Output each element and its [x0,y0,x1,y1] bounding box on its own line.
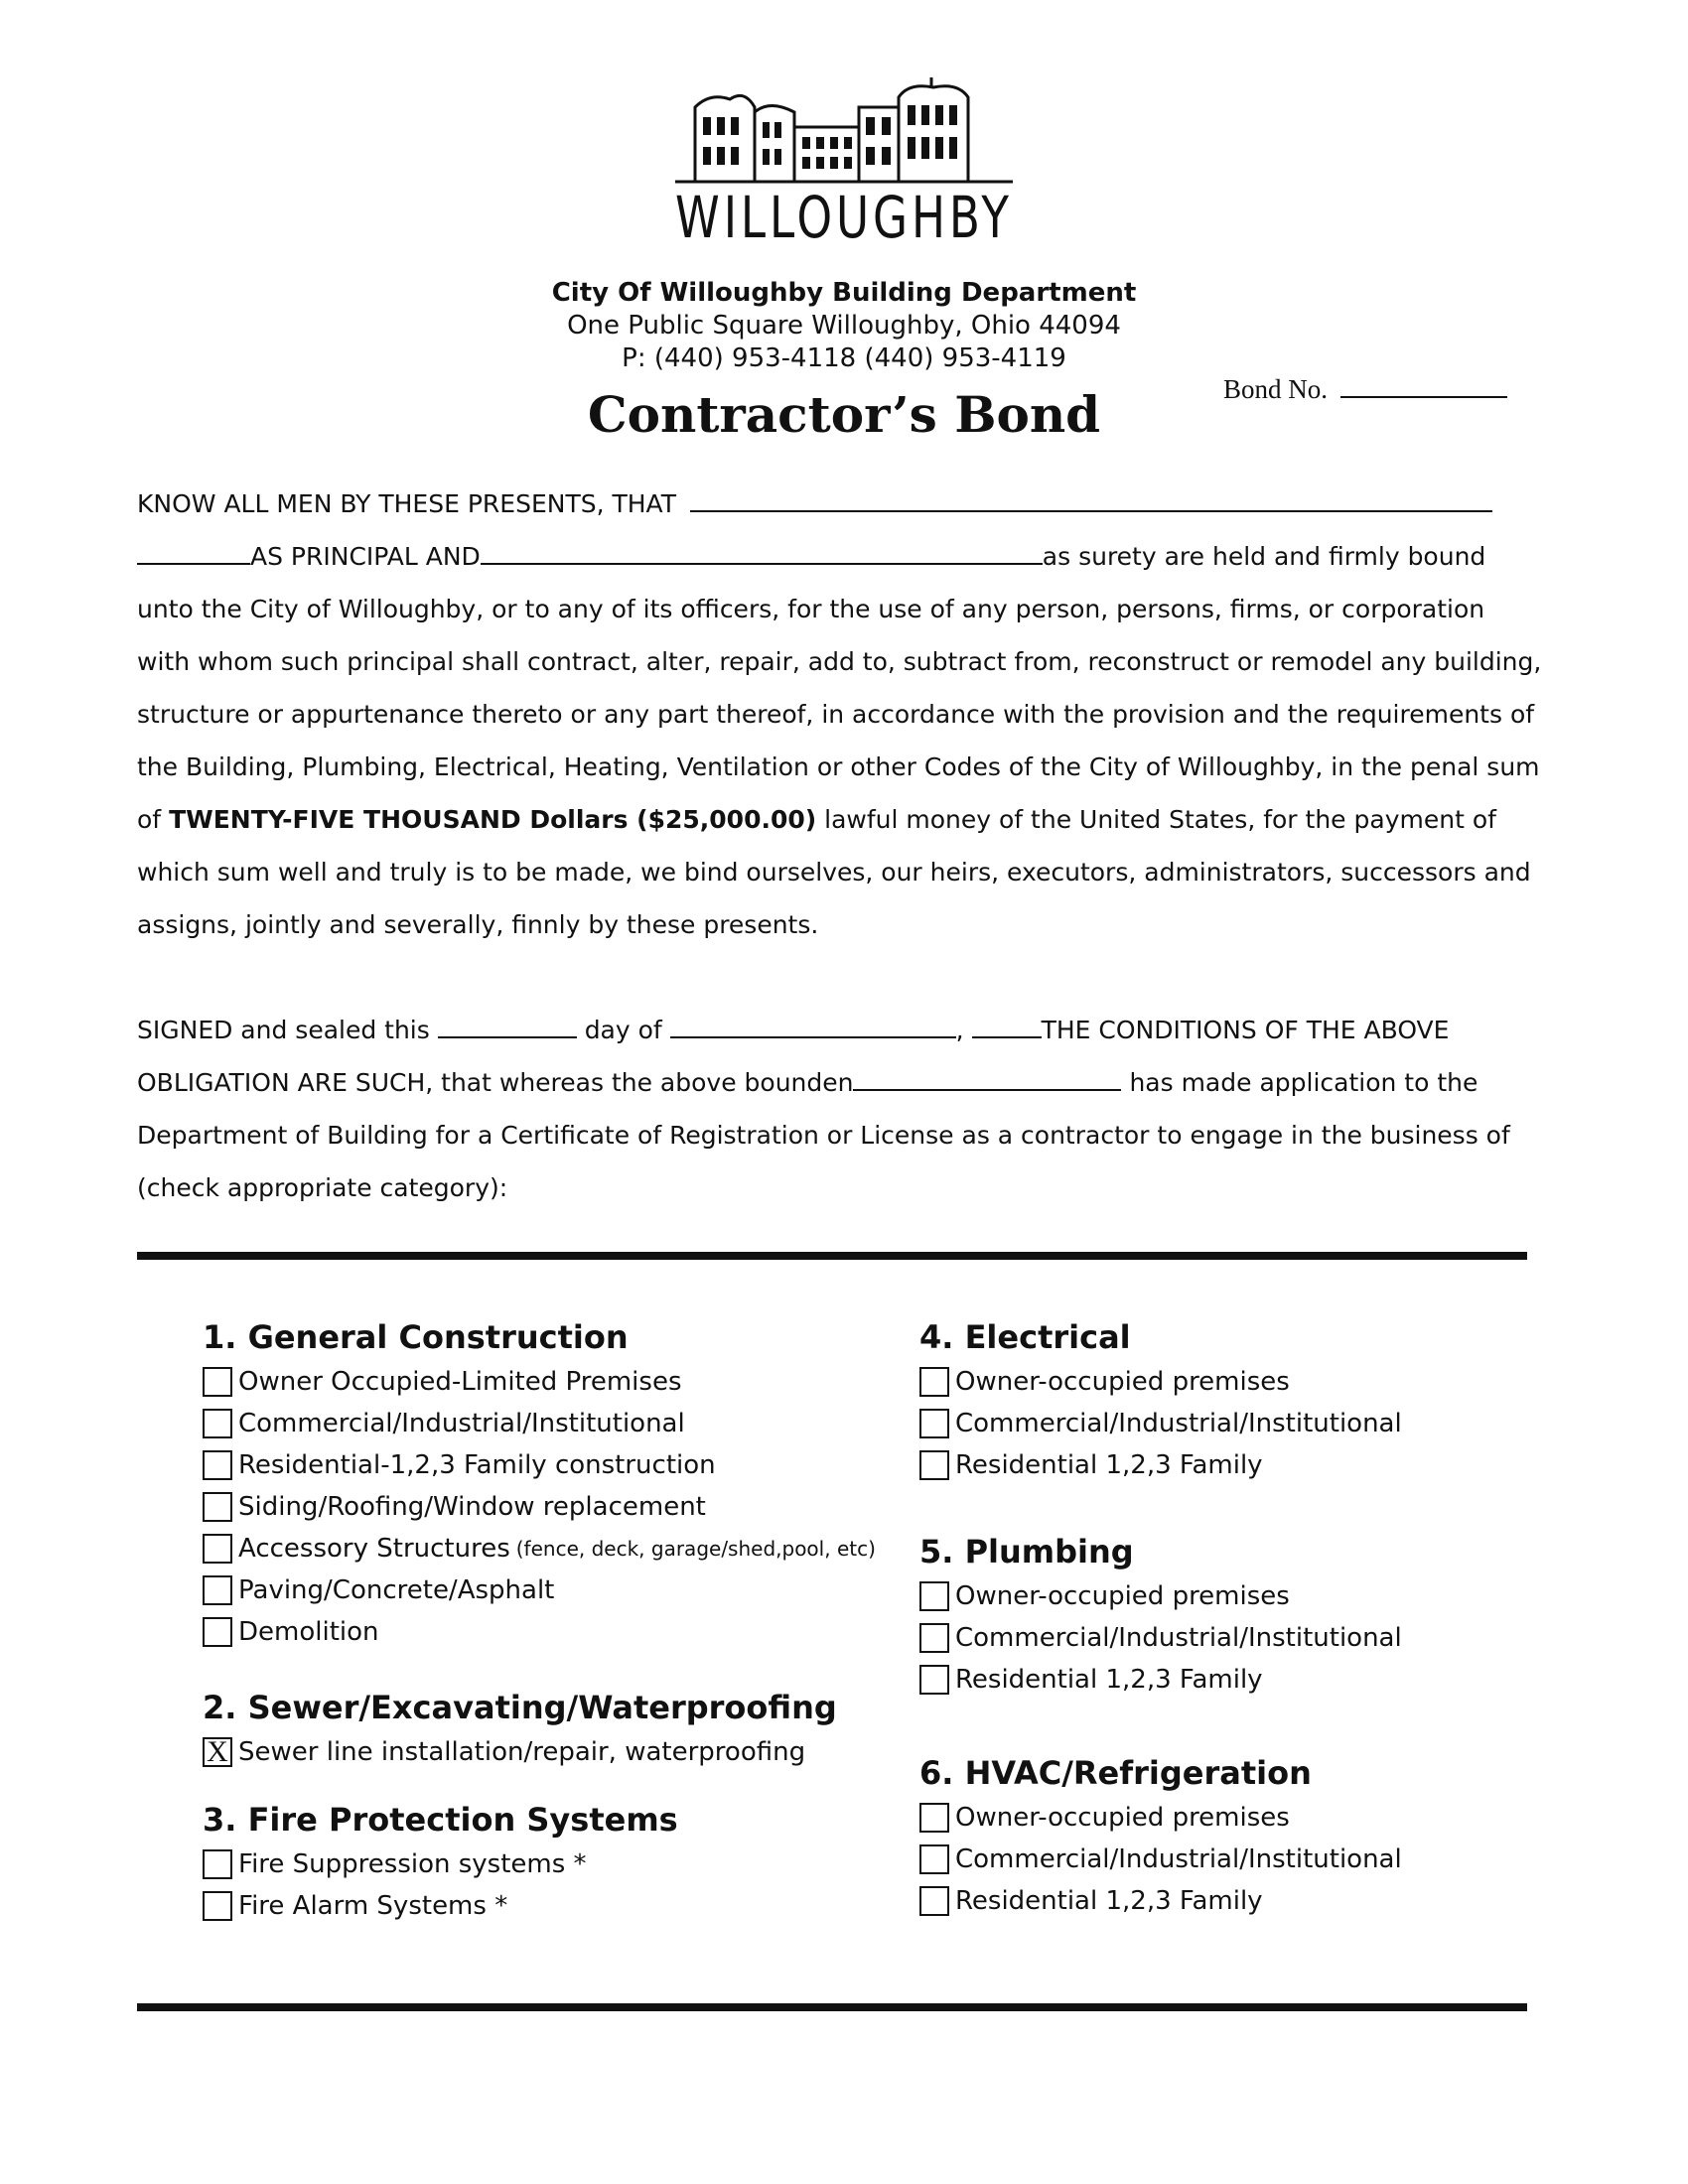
checkbox-option[interactable] [919,1450,1402,1480]
bond-number-field[interactable] [1340,396,1507,398]
checklist [203,1367,876,1647]
checkbox[interactable] [203,1534,232,1564]
checkbox-label: Demolition [238,1617,379,1647]
checkbox[interactable] [919,1623,949,1653]
checkbox-option[interactable] [203,1409,876,1438]
category-heading: 2. Sewer/Excavating/Waterproofing [203,1689,837,1726]
text: , [955,1016,964,1044]
checklist [919,1581,1402,1695]
text: (check appropriate category): [137,1173,508,1202]
text: which sum well and truly is to be made, we bind ourselves, our heirs, executors, administrators, successors and [137,858,1531,887]
principal-surety-line [137,544,1485,569]
checkbox[interactable] [919,1844,949,1874]
checkbox-label: Sewer line installation/repair, waterproofing [238,1737,806,1767]
checkbox-label: Commercial/Industrial/Institutional [955,1844,1402,1874]
checkbox-option[interactable] [203,1849,678,1879]
text: KNOW ALL MEN BY THESE PRESENTS, THAT [137,489,676,518]
brand-wordmark: WILLOUGHBY [675,184,1013,251]
obligation-line [137,1070,1477,1095]
checkbox-label: Paving/Concrete/Asphalt [238,1575,555,1605]
text: AS PRINCIPAL AND [250,542,481,571]
checkbox[interactable] [203,1849,232,1879]
bond-amount: TWENTY-FIVE THOUSAND Dollars ($25,000.00) [169,805,817,834]
checkbox-label: Owner-occupied premises [955,1581,1290,1611]
signed-day-field[interactable] [438,1036,577,1038]
checkbox-label: Siding/Roofing/Window replacement [238,1492,706,1522]
text: THE CONDITIONS OF THE ABOVE [1041,1016,1450,1044]
checkbox[interactable] [919,1803,949,1833]
checkbox-option[interactable] [919,1409,1402,1438]
department-name: City Of Willoughby Building Department [551,278,1137,308]
category-plumbing [919,1533,1402,1695]
checkbox[interactable] [203,1891,232,1921]
department-phone: P: (440) 953-4118 (440) 953-4119 [622,343,1066,373]
text: as surety are held and firmly bound [1042,542,1486,571]
checkbox-label: Fire Alarm Systems * [238,1891,508,1921]
checklist [919,1367,1402,1480]
category-hvac [919,1754,1402,1916]
paragraph-line [137,597,1521,621]
checkbox-option[interactable] [203,1575,876,1605]
checkbox-label: Accessory Structures [238,1534,510,1564]
checkbox-option[interactable] [203,1534,876,1564]
checklist [203,1849,678,1921]
checkbox-option[interactable] [203,1617,876,1647]
checkbox-label: Commercial/Industrial/Institutional [955,1409,1402,1438]
text: OBLIGATION ARE SUCH, that whereas the above bounden [137,1068,854,1097]
checkbox-note: (fence, deck, garage/shed,pool, etc) [515,1537,876,1561]
text: Department of Building for a Certificate of Registration or License as a contractor to engage in the business of [137,1121,1510,1150]
bond-number [1223,374,1507,405]
checkbox-option[interactable] [919,1803,1402,1833]
text: unto the City of Willoughby, or to any of its officers, for the use of any person, persons, firms, or corporation [137,595,1485,623]
checkbox-option[interactable] [919,1581,1402,1611]
checkbox-label: Residential-1,2,3 Family construction [238,1450,716,1480]
checkbox-label: Owner-occupied premises [955,1367,1290,1397]
checkbox[interactable] [919,1886,949,1916]
paragraph-line [137,752,1540,781]
department-address: One Public Square Willoughby, Ohio 44094 [567,311,1121,341]
checkbox-label: Residential 1,2,3 Family [955,1886,1263,1916]
text: assigns, jointly and severally, finnly by these presents. [137,910,819,939]
category-heading: 3. Fire Protection Systems [203,1801,678,1839]
category-fire [203,1801,678,1921]
category-electrical [919,1318,1402,1480]
text: lawful money of the United States, for the payment of [824,805,1496,834]
paragraph-line [137,1175,507,1200]
checkbox-option[interactable] [919,1367,1402,1397]
willoughby-buildings-logo [675,77,1013,187]
paragraph-line [137,858,1531,887]
checkbox[interactable] [203,1450,232,1480]
paragraph-line [137,912,818,937]
text: structure or appurtenance thereto or any part thereof, in accordance with the provision and the requirements of [137,700,1535,729]
checkbox-option[interactable] [203,1492,876,1522]
text: has made application to the [1129,1068,1478,1097]
checkbox-option[interactable] [203,1367,876,1397]
checkbox-option[interactable] [203,1450,876,1480]
paragraph-line [137,1123,1521,1148]
checkbox-label: Residential 1,2,3 Family [955,1450,1263,1480]
checkbox[interactable] [919,1367,949,1397]
text: day of [584,1016,662,1044]
checkbox-option[interactable] [919,1623,1402,1653]
checkbox[interactable] [203,1575,232,1605]
principal-name-field-cont[interactable] [137,563,250,565]
paragraph-line [137,700,1535,729]
category-heading: 1. General Construction [203,1318,629,1356]
category-heading: 5. Plumbing [919,1533,1134,1570]
checkbox-label: Fire Suppression systems * [238,1849,587,1879]
checkbox-option[interactable] [919,1844,1402,1874]
paragraph-line [137,647,1542,676]
checkbox[interactable] [919,1581,949,1611]
principal-name-field[interactable] [690,510,1492,512]
checkbox-label: Owner Occupied-Limited Premises [238,1367,682,1397]
checkbox[interactable] [919,1450,949,1480]
text: SIGNED and sealed this [137,1016,430,1044]
checkbox-option[interactable] [203,1737,837,1767]
checkbox[interactable] [203,1617,232,1647]
checkbox[interactable] [203,1409,232,1438]
checklist [919,1803,1402,1916]
checkbox-label: Commercial/Industrial/Institutional [238,1409,685,1438]
checkbox-label: Residential 1,2,3 Family [955,1665,1263,1695]
checklist [203,1737,837,1767]
checkbox-option[interactable] [919,1886,1402,1916]
checkbox-label: Commercial/Industrial/Institutional [955,1623,1402,1653]
checkbox[interactable] [919,1409,949,1438]
bond-number-label: Bond No. [1223,374,1329,404]
category-general [203,1318,876,1647]
divider-top [137,1252,1527,1260]
checkbox[interactable] [203,1492,232,1522]
category-sewer [203,1689,837,1767]
signed-month-field[interactable] [670,1036,956,1038]
checkbox[interactable] [203,1367,232,1397]
text: the Building, Plumbing, Electrical, Heating, Ventilation or other Codes of the City of Willoughby, in the penal sum [137,752,1540,781]
signed-line [137,1018,1449,1042]
surety-name-field[interactable] [481,563,1043,565]
page-title: Contractor’s Bond [587,385,1101,444]
bounden-name-field[interactable] [853,1089,1121,1091]
checkbox[interactable] [919,1665,949,1695]
checkbox-option[interactable] [203,1891,678,1921]
checkbox-checked[interactable] [203,1737,232,1767]
category-heading: 6. HVAC/Refrigeration [919,1754,1312,1792]
text: of [137,805,162,834]
category-heading: 4. Electrical [919,1318,1131,1356]
checkbox-label: Owner-occupied premises [955,1803,1290,1833]
signed-year-field[interactable] [972,1036,1042,1038]
divider-bottom [137,2003,1527,2011]
paragraph-line [137,807,1496,832]
checkbox-option[interactable] [919,1665,1402,1695]
text: with whom such principal shall contract, alter, repair, add to, subtract from, reconstruct or remodel any building, [137,647,1542,676]
know-all-men-line [137,491,1492,516]
